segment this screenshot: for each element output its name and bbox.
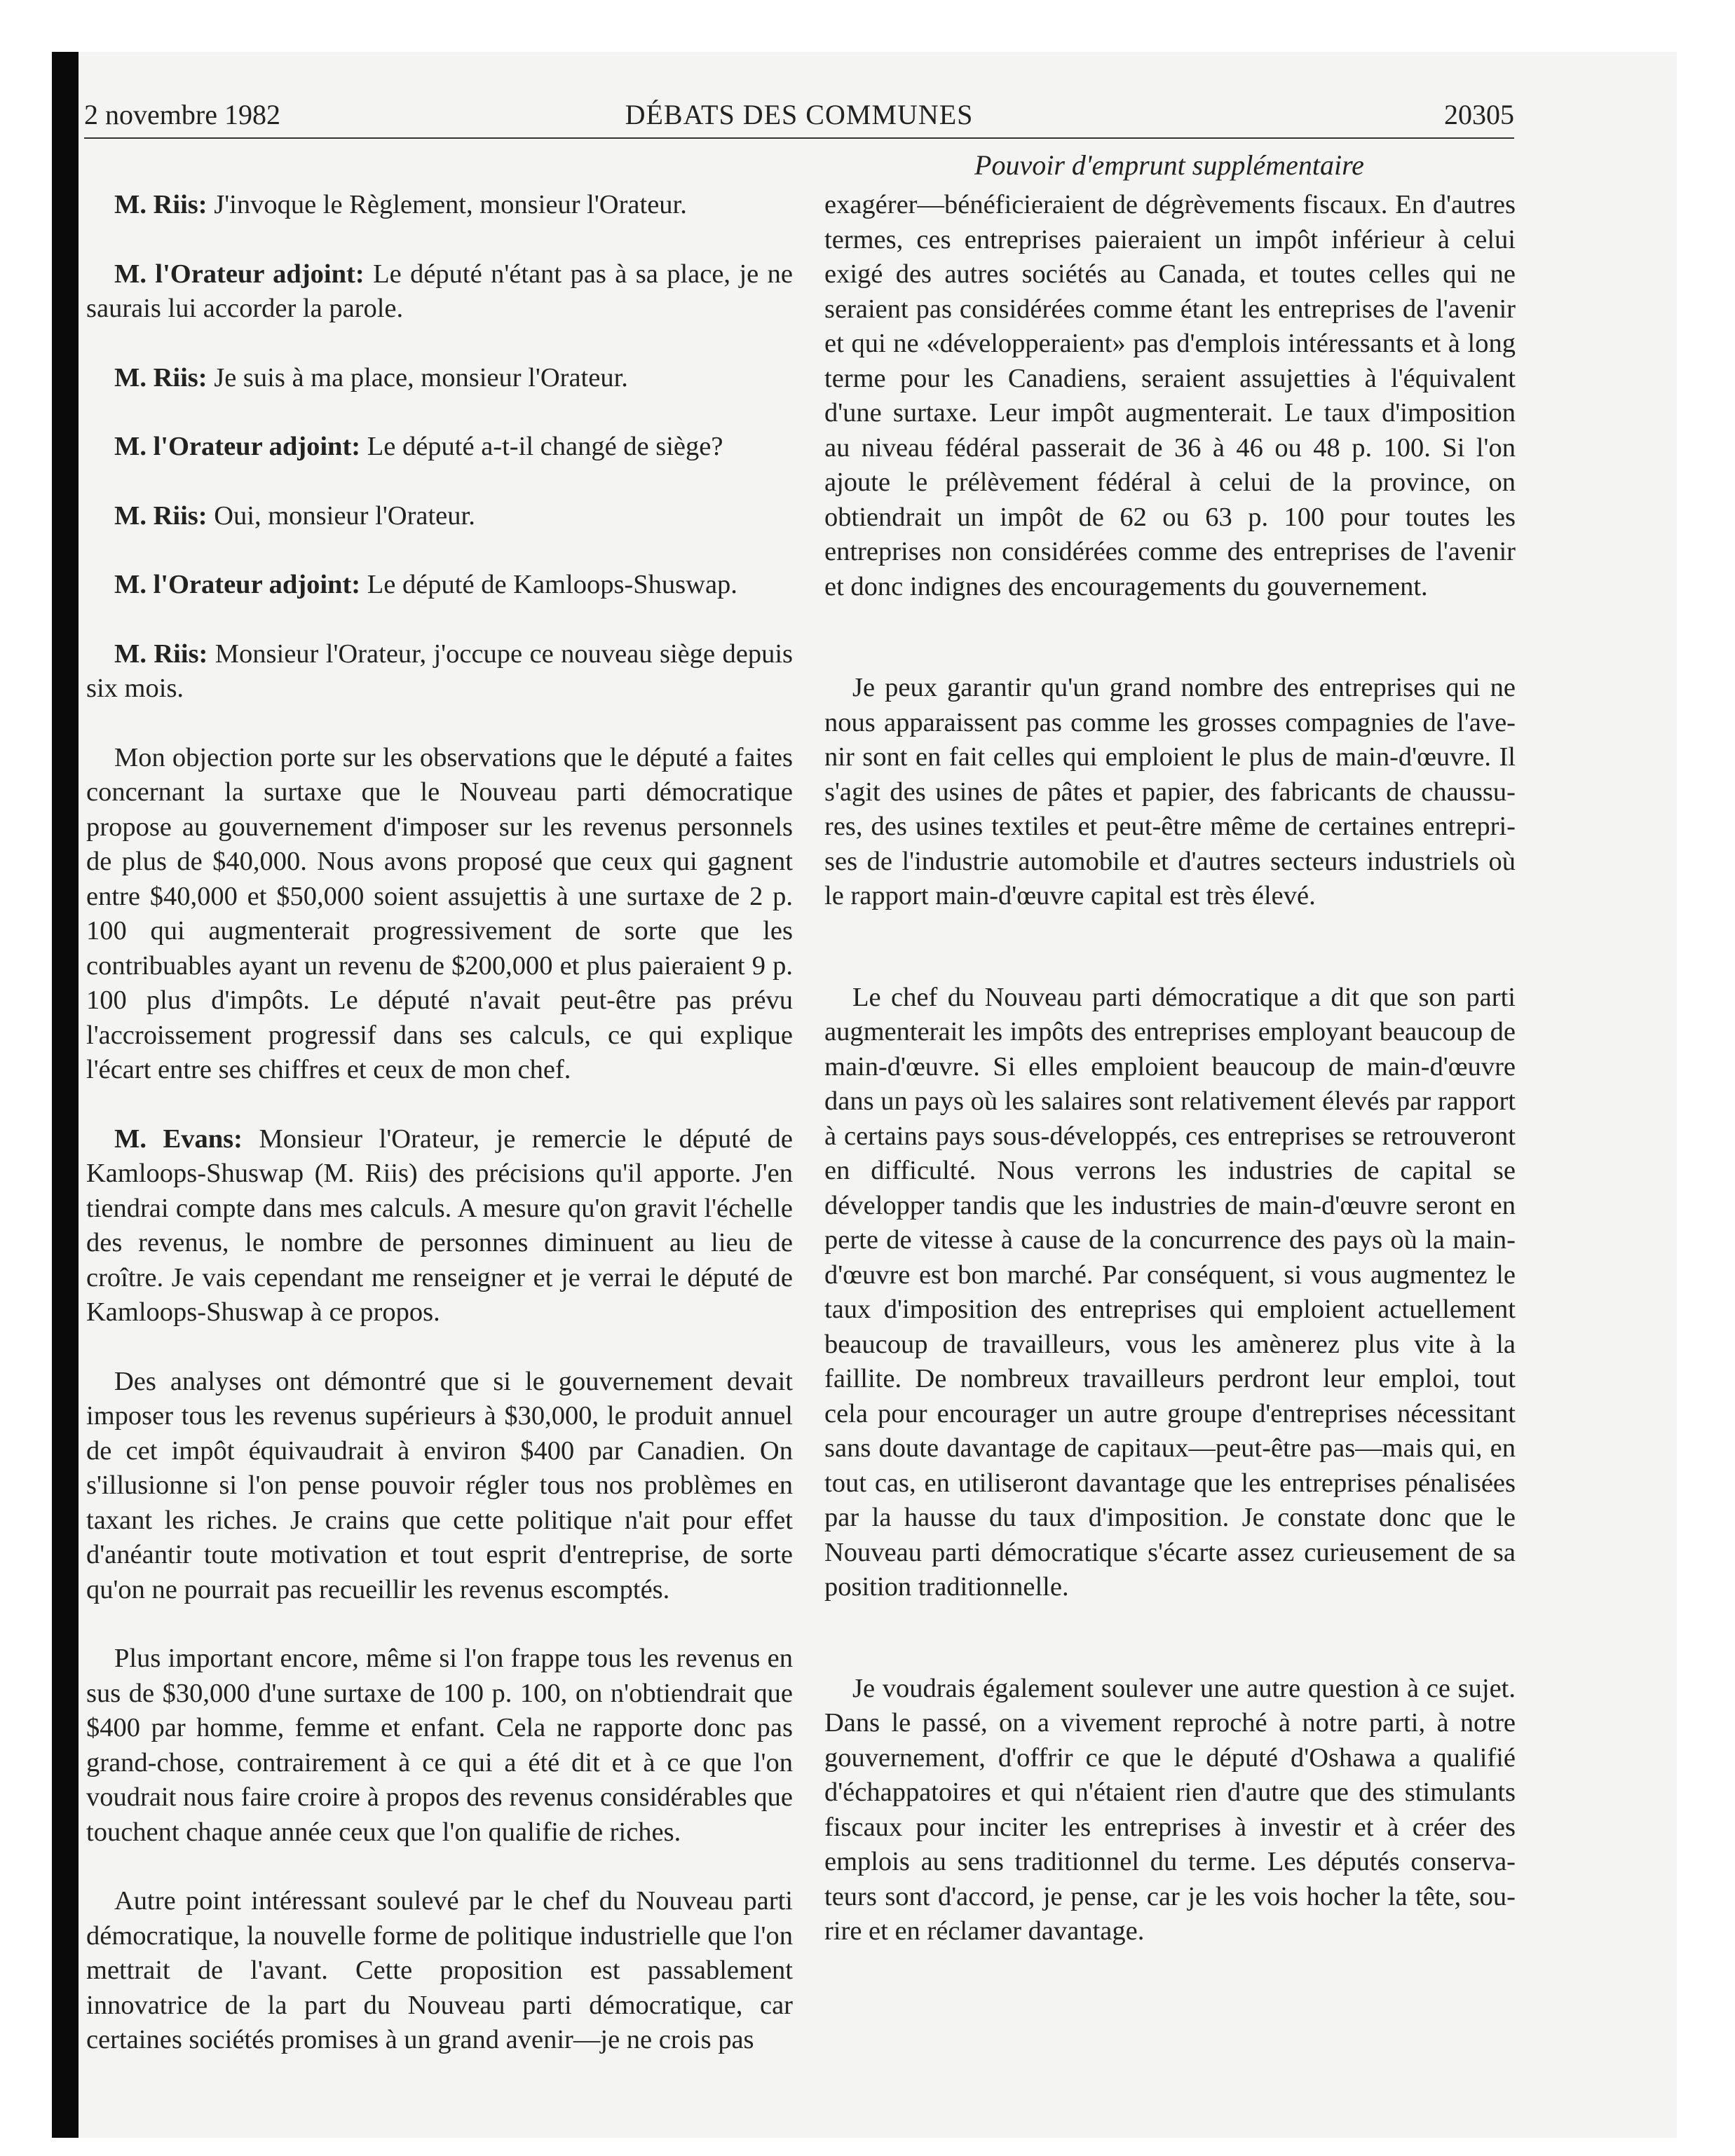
paragraph — [86, 499, 793, 534]
running-head: Pouvoir d'emprunt supplémentaire — [974, 149, 1364, 181]
speech-text: Plus important encore, même si l'on frappe tous les revenus en sus de $30,000 d'une surtaxe de 100 p. 100, on n'obtiendrait que $400 par homme, femme et enfant. Cela ne rapporte donc pas grand-chose, contrairement à ce qui a été dit et à ce que l'on voudrait nous faire croire à propos des revenus considérables que touchent chaque année ceux que l'on qualifie de riches. — [86, 1644, 793, 1847]
paragraph — [86, 1642, 793, 1850]
paragraph — [86, 741, 793, 1088]
speaker-name: M. Evans: — [114, 1124, 243, 1154]
paragraph: Le chef du Nouveau parti démocratique a dit que son parti augmenterait les impôts des entreprises employant beaucoup de main-d'œuvre. Si elles emploient beaucoup de main-d'œuvre dans un pays où les salaires sont relativement élevés par rapport à certains pays sous-développés, ces entreprises se retrouveront en difficulté. Nous verrons les industries de capital se développer tandis que les industries de main-d'œuvre seront en perte de vitesse à cause de la concurrence des pays où la main-d'œuvre est bon marché. Par conséquent, si vous augmentez le taux d'imposition des entreprises qui emploient actuellement beaucoup de travailleurs, vous les amènerez plus vite à la faillite. De nombreux travailleurs perdront leur emploi, tout cela pour encourager un autre groupe d'entreprises nécessitant sans doute davantage de capitaux—peut-être pas—mais qui, en tout cas, en utiliseront davantage que les entreprises pénalisées par la hausse du taux d'imposition. Je constate donc que le Nouveau parti démocratique s'écarte assez curieusement de sa position traditionnelle. — [824, 982, 1516, 1602]
speaker-name: M. Riis: — [114, 190, 207, 219]
speaker-name: M. Riis: — [114, 500, 207, 531]
speech-text: Monsieur l'Orateur, j'occupe ce nouveau siège depuis six mois. — [86, 639, 794, 703]
speech-text: J'invoque le Règlement, monsieur l'Orateur. — [207, 190, 687, 219]
paragraph — [86, 1365, 793, 1608]
page-header — [84, 94, 1514, 139]
paragraph — [86, 188, 793, 223]
speech-text: Le député n'étant pas à sa place, je ne saurais lui accorder la parole. — [86, 259, 793, 323]
speech-text: Monsieur l'Orateur, je remercie le député de Kamloops-Shuswap (M. Riis) des précisions qu'il apporte. J'en tiendrai compte dans mes calculs. A mesure qu'on gravit l'échelle des revenus, le nombre de personnes diminuent au lieu de croître. Je vais cependant me renseigner et je verrai le député de Kamloops-Shuswap à ce propos. — [86, 1124, 793, 1327]
speaker-name: M. Riis: — [114, 362, 207, 393]
paragraph: Je peux garantir qu'un grand nombre des entreprises qui ne nous apparaissent pas comme les grosses compagnies de l'avenir sont en fait celles qui emploient le plus de main-d'œuvre. Il s'agit des usines de pâtes et papier, des fabricants de chaussures, des usines textiles et peut-être même de certaines entreprises de l'industrie automobile et d'autres secteurs industriels où le rapport main-d'œuvre capital est très élevé. — [824, 673, 1516, 910]
speech-text: Mon objection porte sur les observations que le député a faites concernant la surtaxe que le Nouveau parti démocratique propose au gouvernement d'imposer sur les revenus personnels de plus de $40,000. Nous avons proposé que ceux qui gagnent entre $40,000 et $50,000 soient assujettis à une surtaxe de 2 p. 100 qui augmenterait progressivement de sorte que les contribuables ayant un revenu de $200,000 et plus paieraient 9 p. 100 plus d'impôts. Le député n'avait peut-être pas prévu l'accroissement progressif dans ses calculs, ce qui explique l'écart entre ses chiffres et ceux de mon chef. — [86, 742, 793, 1084]
speaker-name: M. l'Orateur adjoint: — [114, 259, 365, 289]
paragraph — [86, 430, 793, 465]
paragraph — [86, 361, 793, 396]
header-title: DÉBATS DES COMMUNES — [625, 99, 974, 130]
right-column — [824, 188, 1516, 2016]
paragraph — [86, 568, 793, 603]
paragraph — [86, 1884, 793, 2058]
paragraph: Je voudrais également soulever une autre question à ce sujet. Dans le passé, on a vivement reproché à notre parti, à notre gouvernement, d'offrir ce que le député d'Oshawa a qualifié d'échappatoires et qui n'étaient rien d'autre que des stimulants fiscaux pour inciter les entreprises à investir et à créer des emplois au sens traditionnel du terme. Les députés conservateurs sont d'accord, je pense, car je les vois hocher la tête, sourire et en réclamer davantage. — [824, 1673, 1516, 1946]
paragraph — [86, 257, 793, 327]
speaker-name: M. l'Orateur adjoint: — [114, 570, 361, 599]
speech-text: Oui, monsieur l'Orateur. — [207, 500, 475, 531]
header-page-number: 20305 — [1444, 99, 1514, 130]
speech-text: Le député de Kamloops-Shuswap. — [360, 570, 737, 599]
paragraph — [86, 637, 793, 707]
speech-text: Autre point intéressant soulevé par le chef du Nouveau parti démocratique, la nouvelle forme de politique industrielle que l'on mettrait de l'avant. Cette proposition est passablement innovatrice de la part du Nouveau parti démocratique, car certaines sociétés promises à un grand avenir—je ne crois pas — [86, 1886, 793, 2054]
paragraph — [86, 1122, 793, 1330]
scan-binding-edge — [52, 52, 79, 2138]
speech-text: Le député a-t-il changé de siège? — [360, 432, 723, 461]
speech-text: Des analyses ont démontré que si le gouvernement devait imposer tous les revenus supérieurs à $30,000, le produit annuel de cet impôt équivaudrait à environ $400 par Canadien. On s'illusionne si l'on pense pouvoir régler tous nos problèmes en taxant les riches. Je crains que cette politique n'ait pour effet d'anéantir toute motivation et tout esprit d'entreprise, de sorte qu'on ne pourrait pas recueillir les revenus escomptés. — [86, 1366, 793, 1604]
speaker-name: M. Riis: — [114, 639, 208, 669]
paragraph: exagérer—bénéficieraient de dégrèvements fiscaux. En d'autres termes, ces entreprises paieraient un impôt inférieur à celui exigé des autres sociétés au Canada, et toutes celles qui ne seraient pas considérées comme étant les entreprises de l'avenir et qui ne «développeraient» pas d'emplois intéressants et à long terme pour les Canadiens, seraient assujetties à l'équivalent d'une surtaxe. Leur impôt augmenterait. Le taux d'imposition au niveau fédéral passerait de 36 à 46 ou 48 p. 100. Si l'on ajoute le prélèvement fédéral à celui de la province, on obtiendrait un impôt de 62 ou 63 p. 100 pour toutes les entreprises non considérées comme des entreprises de l'avenir et donc indignes des encouragements du gouvernement. — [824, 190, 1516, 601]
header-date: 2 novembre 1982 — [84, 99, 280, 130]
speaker-name: M. l'Orateur adjoint: — [114, 432, 361, 461]
left-column — [86, 188, 793, 2092]
speech-text: Je suis à ma place, monsieur l'Orateur. — [207, 362, 628, 393]
